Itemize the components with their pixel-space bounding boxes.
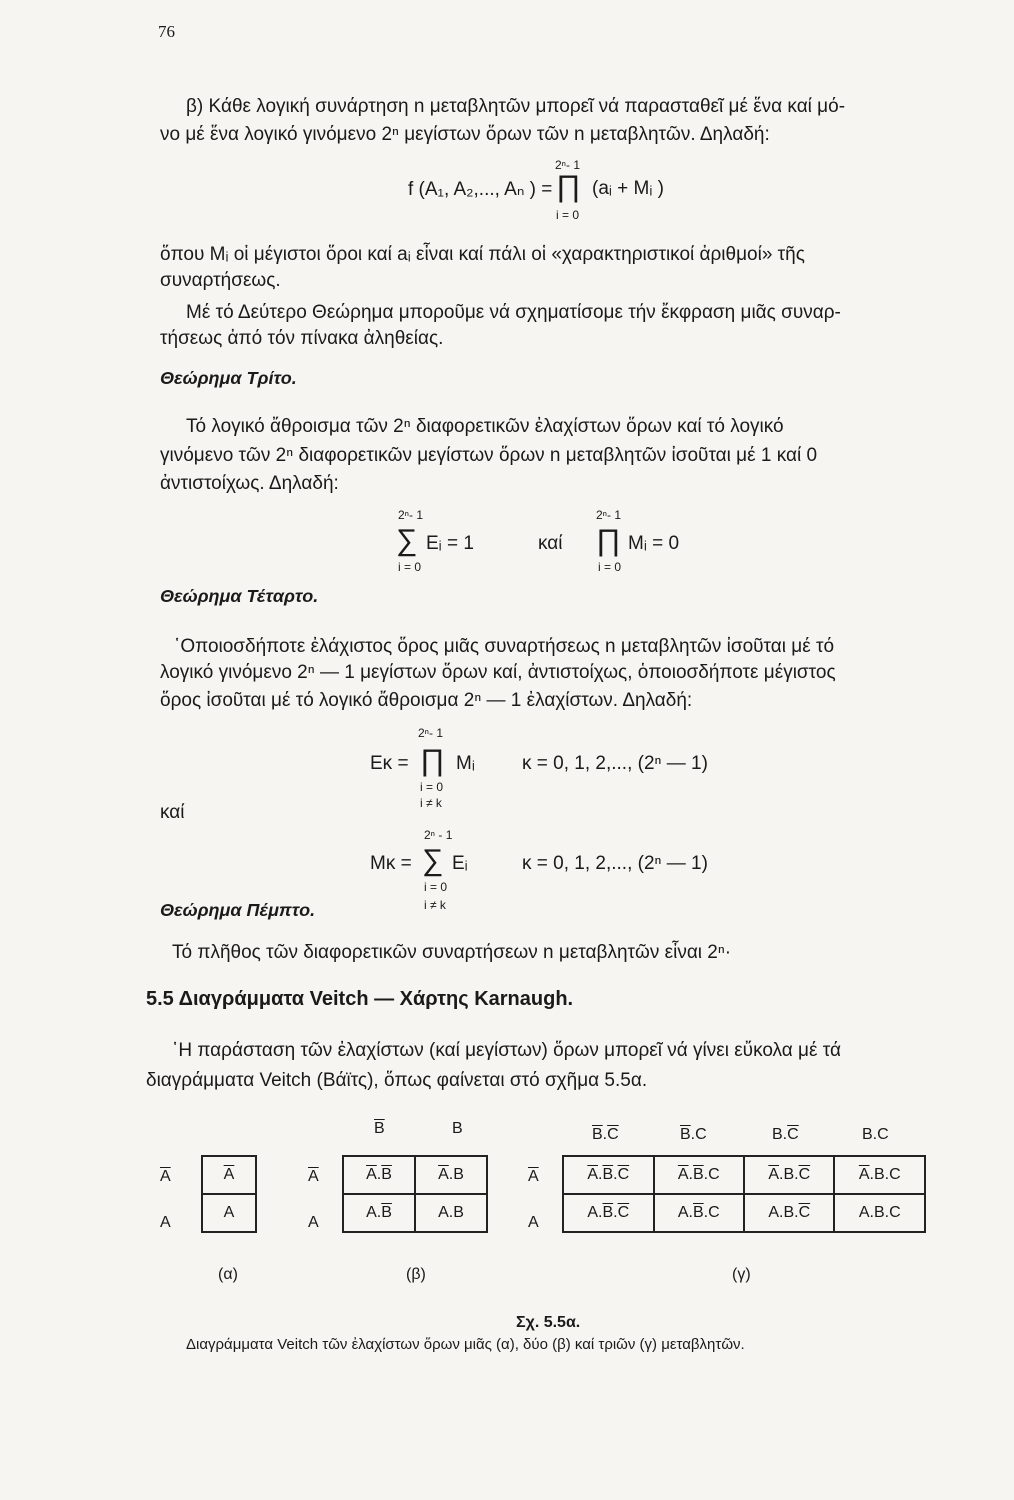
diagram-c-cell: $\overline{A}.\overline{B}.C$	[654, 1156, 744, 1194]
section-line1: ῾Η παράσταση τῶν ἐλαχίστων (καί μεγίστων) ὅρων μπορεῖ νά γίνει εὔκολα μέ τά	[172, 1040, 841, 1061]
eq4-lhs: Mκ =	[370, 853, 412, 874]
eq1-product-symbol: ∏	[556, 170, 581, 203]
theorem4-line3: ὅρος ἰσοῦται μέ τό λογικό ἄθροισμα 2ⁿ — 1 ἐλαχίστων. Δηλαδή:	[160, 690, 693, 711]
eq4-body: Eᵢ	[452, 853, 468, 874]
page-number: 76	[158, 22, 175, 41]
diagram-c-cell: $A.\overline{B}.\overline{C}$	[563, 1194, 654, 1232]
diagram-c-cell: $\overline{A}.B.C$	[834, 1156, 925, 1194]
diagram-c-cell: $\overline{A}.B.\overline{C}$	[744, 1156, 834, 1194]
theorem5-title: Θεώρημα Πέμπτο.	[160, 900, 316, 920]
theorem3-title: Θεώρημα Τρίτο.	[160, 368, 297, 388]
theorem4-line1: ῾Οποιοσδήποτε ἐλάχιστος ὅρος μιᾶς συναρτήσεως n μεταβλητῶν ἰσοῦται μέ τό	[174, 636, 835, 657]
diagram-b-cell: $\overline{A}.\overline{B}$	[343, 1156, 415, 1194]
theorem3-line1: Τό λογικό ἄθροισμα τῶν 2ⁿ διαφορετικῶν ἐλαχίστων ὅρων καί τό λογικό	[186, 416, 784, 437]
theorem5-line: Τό πλῆθος τῶν διαφορετικῶν συναρτήσεων n μεταβλητῶν εἶναι 2ⁿ·	[172, 942, 732, 963]
eq1-lower: i = 0	[556, 208, 580, 222]
diagram-c-cell: $\overline{A}.\overline{B}.\overline{C}$	[563, 1156, 654, 1194]
diagram-b-row-label-0: $\overline{A}$	[308, 1168, 319, 1185]
second-theorem-line1: Μέ τό Δεύτερο Θεώρημα μποροῦμε νά σχηματίσομε τήν ἔκφραση μιᾶς συναρ-	[186, 302, 841, 323]
theorem3-line2: γινόμενο τῶν 2ⁿ διαφορετικῶν μεγίστων ὅρων n μεταβλητῶν ἰσοῦται μέ 1 καί 0	[160, 445, 818, 466]
diagram-b-cell: $\overline{A}.B$	[415, 1156, 487, 1194]
para-b-line2: νο μέ ἕνα λογικό γινόμενο 2ⁿ μεγίστων ὅρων τῶν n μεταβλητῶν. Δηλαδή:	[160, 124, 770, 145]
diagram-c-caption: (γ)	[732, 1266, 751, 1283]
eq1-lhs: f (A₁, A₂,..., Aₙ ) =	[408, 179, 553, 200]
figure-caption: Διαγράμματα Veitch τῶν ἐλαχίστων ὅρων μιᾶς (α), δύο (β) καί τριῶν (γ) μεταβλητῶν.	[186, 1336, 745, 1353]
eq1-upper: 2ⁿ- 1	[555, 158, 581, 172]
diagram-a-row-label-0: $\overline{A}$	[160, 1168, 171, 1185]
eq2-sum-body: Eᵢ = 1	[426, 533, 474, 554]
diagram-b-caption: (β)	[406, 1266, 426, 1283]
where-line2: συναρτήσεως.	[160, 270, 281, 291]
diagram-a-caption: (α)	[218, 1266, 238, 1283]
diagram-b-col-label-0: $\overline{B}$	[374, 1120, 385, 1137]
eq2-prod-upper: 2ⁿ- 1	[596, 508, 622, 522]
eq3-product-symbol: ∏	[420, 744, 445, 777]
eq3-lower2: i ≠ k	[420, 796, 442, 810]
eq4-lower1: i = 0	[424, 880, 448, 894]
eq3-body: Mᵢ	[456, 753, 475, 774]
diagram-a-row-label-1: A	[160, 1214, 171, 1231]
diagram-a-cell: $\overline{A}$	[202, 1156, 256, 1194]
figure-number: Σχ. 5.5α.	[516, 1314, 581, 1331]
diagram-c-cell: $A.\overline{B}.C$	[654, 1194, 744, 1232]
where-line1: ὅπου Mᵢ οἱ μέγιστοι ὅροι καί aᵢ εἶναι καί πάλι οἱ «χαρακτηριστικοί ἀριθμοί» τῆς	[160, 244, 805, 265]
eq4-upper: 2ⁿ - 1	[424, 828, 453, 842]
eq4-sum-symbol: ∑	[422, 844, 444, 877]
eq4-lower2: i ≠ k	[424, 898, 446, 912]
diagram-c-cell: $A.B.\overline{C}$	[744, 1194, 834, 1232]
diagram-a-grid	[201, 1155, 257, 1233]
diagram-b-row-label-1: A	[308, 1214, 319, 1231]
diagram-b-cell: $A.\overline{B}$	[343, 1194, 415, 1232]
diagram-b-col-label-1: B	[452, 1120, 463, 1137]
diagram-b-grid	[342, 1155, 488, 1233]
eq2-and: καί	[538, 533, 563, 554]
theorem4-line2: λογικό γινόμενο 2ⁿ — 1 μεγίστων ὅρων καί, ἀντιστοίχως, ὁποιοσδήποτε μέγιστος	[160, 662, 836, 683]
eq3-lower1: i = 0	[420, 780, 444, 794]
eq3-upper: 2ⁿ- 1	[418, 726, 444, 740]
eq2-sum-symbol: ∑	[396, 524, 418, 557]
and-word: καί	[160, 802, 185, 823]
eq2-prod-body: Mᵢ = 0	[628, 533, 680, 554]
eq4-range: κ = 0, 1, 2,..., (2ⁿ — 1)	[522, 853, 708, 874]
eq1-rhs: (aᵢ + Mᵢ )	[592, 178, 664, 199]
diagram-c-col-label-2: $B.\overline{C}$	[772, 1126, 799, 1143]
eq3-range: κ = 0, 1, 2,..., (2ⁿ — 1)	[522, 753, 708, 774]
diagram-a-cell: A	[202, 1194, 256, 1232]
diagram-c-row-label-0: $\overline{A}$	[528, 1168, 539, 1185]
diagram-c-grid	[562, 1155, 926, 1233]
section-line2: διαγράμματα Veitch (Βάϊτς), ὅπως φαίνεται στό σχῆμα 5.5α.	[146, 1070, 648, 1091]
eq2-prod-symbol: ∏	[596, 524, 621, 557]
para-b-line1: β) Κάθε λογική συνάρτηση n μεταβλητῶν μπορεῖ νά παρασταθεῖ μέ ἕνα καί μό-	[186, 96, 846, 117]
diagram-c-cell: A.B.C	[834, 1194, 925, 1232]
diagram-b-cell: A.B	[415, 1194, 487, 1232]
theorem4-title: Θεώρημα Τέταρτο.	[160, 586, 319, 606]
diagram-c-row-label-1: A	[528, 1214, 539, 1231]
diagram-c-col-label-1: $\overline{B}.C$	[680, 1126, 707, 1143]
eq2-prod-lower: i = 0	[598, 560, 622, 574]
eq2-sum-lower: i = 0	[398, 560, 422, 574]
diagram-c-col-label-0: $\overline{B}.\overline{C}$	[592, 1126, 619, 1143]
diagram-c-col-label-3: B.C	[862, 1126, 889, 1143]
second-theorem-line2: τήσεως ἀπό τόν πίνακα ἀληθείας.	[160, 328, 444, 349]
theorem3-line3: ἀντιστοίχως. Δηλαδή:	[160, 473, 339, 494]
eq3-lhs: Eκ =	[370, 753, 409, 774]
eq2-sum-upper: 2ⁿ- 1	[398, 508, 424, 522]
section-title: 5.5 Διαγράμματα Veitch — Χάρτης Karnaugh.	[146, 988, 574, 1010]
